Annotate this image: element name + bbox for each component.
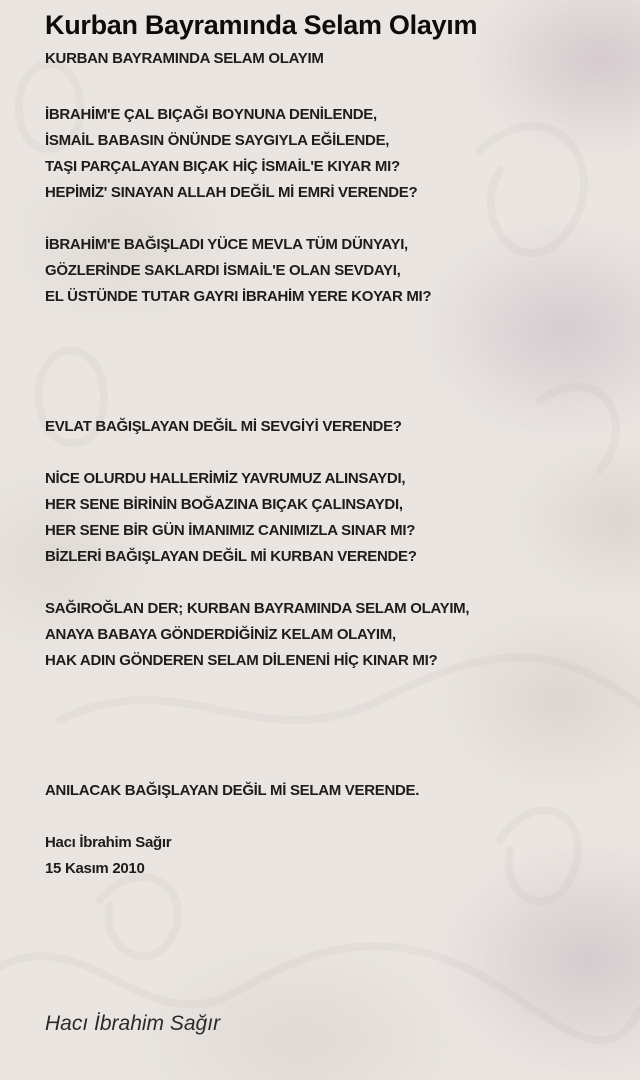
poem-line	[45, 570, 469, 596]
poem-line	[45, 336, 469, 362]
signature-date: 15 Kasım 2010	[45, 860, 145, 877]
poem-line: SAĞIROĞLAN DER; KURBAN BAYRAMINDA SELAM OLAYIM,	[45, 600, 470, 617]
page-title: Kurban Bayramında Selam Olayım	[45, 10, 478, 40]
poem-line: NİCE OLURDU HALLERİMİZ YAVRUMUZ ALINSAYDI,	[45, 470, 406, 487]
poem-line: HER SENE BİRİNİN BOĞAZINA BIÇAK ÇALINSAYDI,	[45, 496, 403, 513]
poem-line: İBRAHİM'E ÇAL BIÇAĞI BOYNUNA DENİLENDE,	[45, 106, 377, 123]
poem-line: HEPİMİZ' SINAYAN ALLAH DEĞİL Mİ EMRİ VERENDE?	[45, 184, 418, 201]
poem-line: HER SENE BİR GÜN İMANIMIZ CANIMIZLA SINAR MI?	[45, 522, 416, 539]
poem-line: İBRAHİM'E BAĞIŞLADI YÜCE MEVLA TÜM DÜNYAYI,	[45, 236, 408, 253]
poem-line	[45, 726, 469, 752]
poem-line: EVLAT BAĞIŞLAYAN DEĞİL Mİ SEVGİYİ VERENDE?	[45, 418, 402, 435]
poem-line	[45, 388, 469, 414]
poem-line	[45, 752, 469, 778]
signature-author: Hacı İbrahim Sağır	[45, 834, 172, 851]
poem-line: ANAYA BABAYA GÖNDERDİĞİNİZ KELAM OLAYIM,	[45, 626, 396, 643]
poem-lines	[45, 102, 469, 804]
poem-line: HAK ADIN GÖNDEREN SELAM DİLENENİ HİÇ KINAR MI?	[45, 652, 438, 669]
poem-line	[45, 440, 469, 466]
poem-line	[45, 310, 469, 336]
poem-line: TAŞI PARÇALAYAN BIÇAK HİÇ İSMAİL'E KIYAR MI?	[45, 158, 400, 175]
poem-body	[45, 102, 469, 882]
footer-author: Hacı İbrahim Sağır	[45, 1012, 221, 1035]
page-subtitle: KURBAN BAYRAMINDA SELAM OLAYIM	[45, 50, 324, 67]
signature-block	[45, 830, 469, 882]
poem-line	[45, 700, 469, 726]
poem-line	[45, 206, 469, 232]
poem-line	[45, 674, 469, 700]
poem-line: GÖZLERİNDE SAKLARDI İSMAİL'E OLAN SEVDAYI,	[45, 262, 401, 279]
poem-line	[45, 362, 469, 388]
poem-line: EL ÜSTÜNDE TUTAR GAYRI İBRAHİM YERE KOYAR MI?	[45, 288, 432, 305]
poem-line: ANILACAK BAĞIŞLAYAN DEĞİL Mİ SELAM VERENDE.	[45, 782, 420, 799]
poem-line: BİZLERİ BAĞIŞLAYAN DEĞİL Mİ KURBAN VERENDE?	[45, 548, 417, 565]
poem-line: İSMAİL BABASIN ÖNÜNDE SAYGIYLA EĞİLENDE,	[45, 132, 390, 149]
